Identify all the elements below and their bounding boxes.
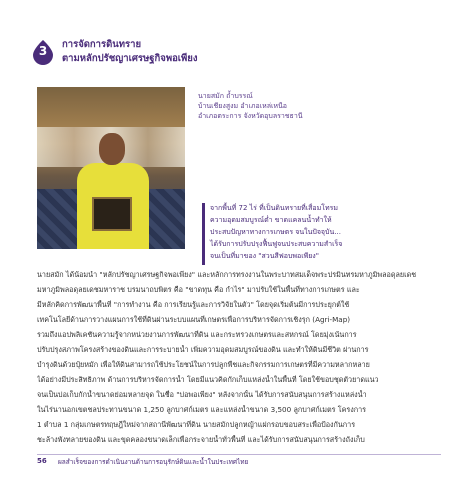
quote-line: ประสบปัญหาทางการเกษตร จนในปัจจุบัน... — [210, 228, 341, 236]
body-line: ปรับปรุงสภาพโครงสร้างของดินและการระบายน้ำ เพิ่มความอุดมสมบูรณ์ของดิน และทำให้ดินมีชีวิต ผ่านการ — [37, 345, 369, 354]
body-line: มหาภูมิพลอดุลยเดชมหาราช บรมนาถบพิตร คือ "ขาดทุน คือ กำไร" มาปรับใช้ในพื้นที่ทางการเกษตร และ — [37, 285, 360, 294]
quote-line: จากพื้นที่ 72 ไร่ ที่เป็นดินทรายที่เสื่อมโทรม — [210, 204, 338, 212]
caption-address-2: อำเภอตระการ จังหวัดอุบลราชธานี — [198, 112, 303, 120]
farmer-photo — [37, 87, 185, 249]
body-line: บำรุงดินด้วยปุ๋ยหมัก เพื่อให้ดินสามารถใช้ประโยชน์ในการปลูกพืชและกิจกรรมการเกษตรที่มีความหลากหลาย — [37, 360, 370, 369]
section-title-line2: ตามหลักปรัชญาเศรษฐกิจพอเพียง — [62, 53, 198, 64]
caption-name: นายสมัก ถ้ำบรรณ์ — [198, 92, 253, 100]
body-line: เทคโนโลยีด้านการวางแผนการใช้ที่ดินผ่านระบบแผนที่เกษตรเพื่อการบริหารจัดการเชิงรุก (Agri-Map) — [37, 315, 351, 324]
quote-line: จนเป็นที่มาของ "สวนสีฟอบพอเพียง" — [210, 252, 319, 260]
photo-award-plaque — [92, 197, 132, 231]
section-number: 3 — [38, 44, 48, 58]
body-line: 1 ตำบล 1 กลุ่มเกษตรทฤษฎีใหม่จากสถานีพัฒนาที่ดิน นายสมักปลูกหญ้าแฝกรอบขอบสระเพื่อป้องกันการ — [37, 420, 356, 429]
caption-address-1: บ้านเชียงสูงม อำเภอเหล่เหนือ — [198, 102, 287, 110]
body-line: จนเป็นบ่อเก็บกักน้ำขนาดย่อมหลายจุด ในชื่อ "บ่อพอเพียง" หลังจากนั้น ได้รับการสนับสนุนการสร้างแหล่งน้ำ — [37, 390, 367, 399]
quote-line: ความอุดมสมบูรณ์ต่ำ ขาดแคลนน้ำทำให้ — [210, 216, 332, 224]
page-number: 56 — [37, 457, 47, 465]
photo-person-head — [99, 133, 125, 165]
body-line: ชะล้างพังทลายของดิน และขุดคลองขนาดเล็กเพื่อกระจายน้ำทั่วพื้นที่ และได้รับการสนับสนุนการสร้างถังเก็บ — [37, 435, 365, 444]
body-line: ในไร่นานอกเขตชลประทานขนาด 1,250 ลูกบาศก์เมตร และแหล่งน้ำขนาด 3,500 ลูกบาศก์เมตร โครงการ — [37, 405, 367, 414]
quote-line: ได้รับการปรับปรุงฟื้นฟูจนประสบความสำเร็จ — [210, 240, 343, 248]
body-line: ได้อย่างมีประสิทธิภาพ ด้านการบริหารจัดการน้ำ โดยมีแนวคิดกักเก็บแหล่งน้ำในพื้นที่ โดยใช้ขอบชุดตัวยาดแนว — [37, 375, 379, 384]
footer-text: ผลสำเร็จของการดำเนินงานด้านการอนุรักษ์ดินและน้ำในประเทศไทย — [58, 458, 249, 466]
section-title-line1: การจัดการดินทราย — [62, 39, 142, 50]
body-line: มีหลักคิดการพัฒนาพื้นที่ "การทำงาน คือ การเรียนรู้และการวิจัยในตัว" โดยจุดเริ่มต้นมีการประยุกต์ใช้ — [37, 300, 350, 309]
body-line: นายสมัก ได้น้อมนำ "หลักปรัชญาเศรษฐกิจพอเพียง" และหลักการทรงงานในพระบาทสมเด็จพระปรมินทรมหาภูมิพลอดุลยเดช — [37, 270, 417, 279]
body-line: รวมถึงแอปพลิเคชันความรู้จากหน่วยงานการพัฒนาที่ดิน และกระทรวงเกษตรและสหกรณ์ โดยมุ่งเน้นการ — [37, 330, 357, 339]
quote-bar — [202, 203, 205, 265]
footer-rule — [37, 454, 441, 455]
